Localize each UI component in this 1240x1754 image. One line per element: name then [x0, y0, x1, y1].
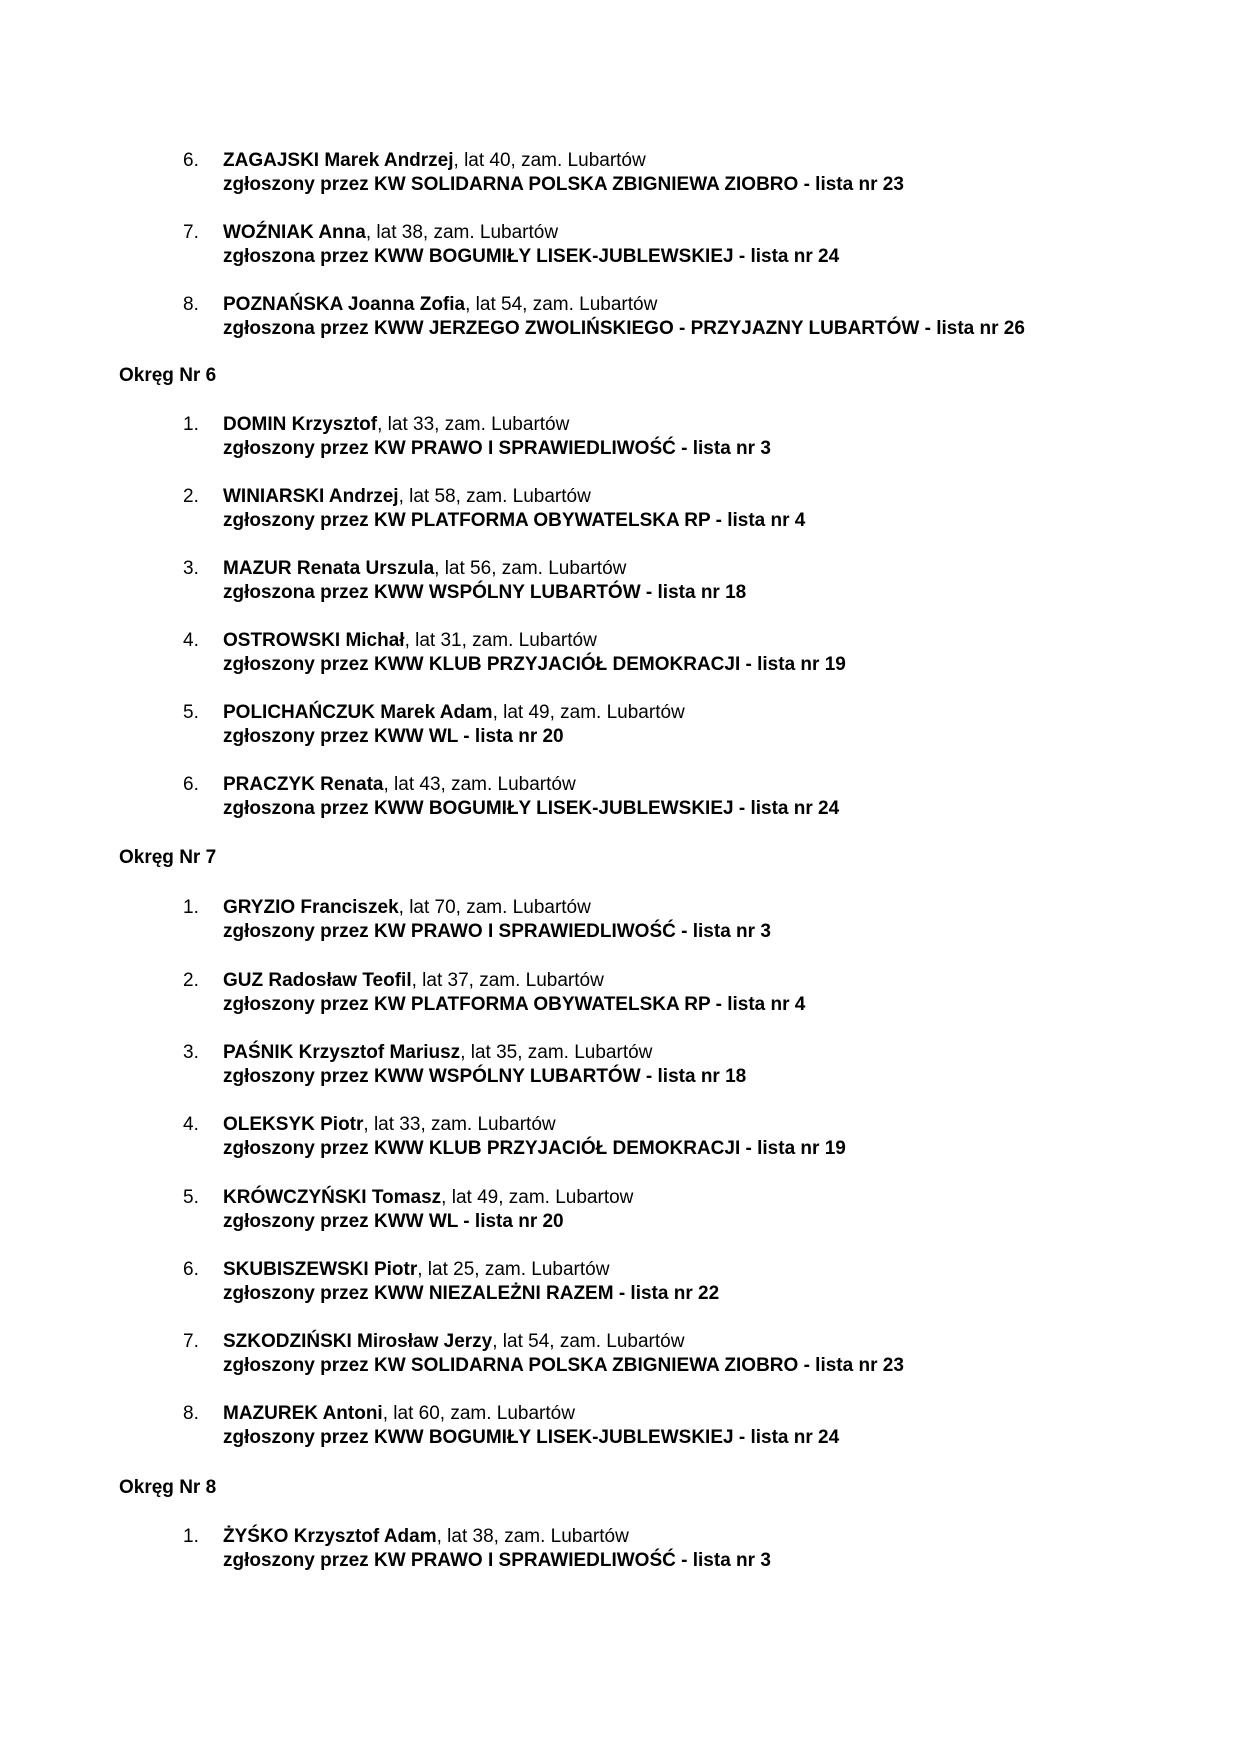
- nominated-by: zgłoszona przez: [223, 582, 374, 603]
- candidate-name: PAŚNIK Krzysztof Mariusz: [223, 1042, 461, 1063]
- candidate-details: , lat 40, zam. Lubartów: [453, 150, 646, 171]
- nominated-by: zgłoszony przez: [223, 1550, 374, 1571]
- candidate-number: 6.: [183, 150, 199, 171]
- candidate-details: , lat 56, zam. Lubartów: [434, 558, 627, 579]
- candidate-number: 8.: [183, 294, 199, 315]
- candidate-number: 4.: [183, 1114, 199, 1135]
- nominated-by: zgłoszony przez: [223, 921, 374, 942]
- nominated-by: zgłoszony przez: [223, 654, 374, 675]
- committee-name: KWW NIEZALEŻNI RAZEM - lista nr 22: [373, 1283, 720, 1304]
- candidate-name: POLICHAŃCZUK Marek Adam: [223, 702, 493, 723]
- committee-name: KW PRAWO I SPRAWIEDLIWOŚĆ - lista nr 3: [373, 438, 771, 459]
- nominated-by: zgłoszony przez: [223, 1211, 374, 1232]
- committee-name: KW PLATFORMA OBYWATELSKA RP - lista nr 4: [373, 510, 806, 531]
- candidate-number: 1.: [183, 1526, 199, 1547]
- nominated-by: zgłoszony przez: [223, 726, 374, 747]
- candidate-name: ZAGAJSKI Marek Andrzej: [223, 150, 454, 171]
- candidate-number: 8.: [183, 1403, 199, 1424]
- candidate-details: , lat 35, zam. Lubartów: [460, 1042, 653, 1063]
- candidate-details: , lat 54, zam. Lubartów: [492, 1331, 685, 1352]
- committee-name: KWW WSPÓLNY LUBARTÓW - lista nr 18: [373, 1066, 747, 1087]
- candidate-number: 7.: [183, 1331, 199, 1352]
- committee-name: KW PRAWO I SPRAWIEDLIWOŚĆ - lista nr 3: [373, 921, 771, 942]
- committee-name: KWW WL - lista nr 20: [373, 1211, 564, 1232]
- candidate-details: , lat 37, zam. Lubartów: [411, 970, 604, 991]
- candidate-details: , lat 49, zam. Lubartow: [441, 1187, 634, 1208]
- committee-name: KWW WSPÓLNY LUBARTÓW - lista nr 18: [373, 582, 747, 603]
- candidate-name: GRYZIO Franciszek: [223, 897, 399, 918]
- candidate-name: ŻYŚKO Krzysztof Adam: [223, 1526, 437, 1547]
- committee-name: KW PRAWO I SPRAWIEDLIWOŚĆ - lista nr 3: [373, 1550, 771, 1571]
- candidate-name: OLEKSYK Piotr: [223, 1114, 364, 1135]
- candidate-details: , lat 58, zam. Lubartów: [398, 486, 591, 507]
- candidate-details: , lat 54, zam. Lubartów: [465, 294, 658, 315]
- candidate-details: , lat 38, zam. Lubartów: [436, 1526, 629, 1547]
- candidate-details: , lat 25, zam. Lubartów: [417, 1259, 610, 1280]
- candidate-details: , lat 70, zam. Lubartów: [398, 897, 591, 918]
- committee-name: KWW BOGUMIŁY LISEK-JUBLEWSKIEJ - lista nr 24: [373, 798, 840, 819]
- candidate-name: GUZ Radosław Teofil: [223, 970, 412, 991]
- committee-name: KW SOLIDARNA POLSKA ZBIGNIEWA ZIOBRO - lista nr 23: [373, 174, 904, 195]
- committee-name: KWW JERZEGO ZWOLIŃSKIEGO - PRZYJAZNY LUBARTÓW - lista nr 26: [373, 318, 1025, 339]
- candidate-number: 7.: [183, 222, 199, 243]
- candidate-name: POZNAŃSKA Joanna Zofia: [223, 294, 466, 315]
- nominated-by: zgłoszony przez: [223, 438, 374, 459]
- nominated-by: zgłoszony przez: [223, 1427, 374, 1448]
- committee-name: KWW KLUB PRZYJACIÓŁ DEMOKRACJI - lista nr 19: [373, 654, 846, 675]
- candidate-number: 2.: [183, 970, 199, 991]
- candidate-name: WINIARSKI Andrzej: [223, 486, 399, 507]
- candidate-name: PRACZYK Renata: [223, 774, 384, 795]
- committee-name: KWW BOGUMIŁY LISEK-JUBLEWSKIEJ - lista nr 24: [373, 246, 840, 267]
- nominated-by: zgłoszony przez: [223, 1355, 374, 1376]
- nominated-by: zgłoszony przez: [223, 994, 374, 1015]
- nominated-by: zgłoszona przez: [223, 798, 374, 819]
- candidate-number: 1.: [183, 897, 199, 918]
- candidate-details: , lat 33, zam. Lubartów: [377, 414, 570, 435]
- candidate-details: , lat 38, zam. Lubartów: [365, 222, 559, 243]
- nominated-by: zgłoszony przez: [223, 1066, 374, 1087]
- candidate-number: 3.: [183, 558, 199, 579]
- candidate-name: KRÓWCZYŃSKI Tomasz: [223, 1187, 442, 1208]
- candidate-details: , lat 60, zam. Lubartów: [382, 1403, 575, 1424]
- candidate-number: 2.: [183, 486, 199, 507]
- nominated-by: zgłoszona przez: [223, 318, 374, 339]
- nominated-by: zgłoszony przez: [223, 510, 374, 531]
- candidate-number: 4.: [183, 630, 199, 651]
- candidate-details: , lat 49, zam. Lubartów: [492, 702, 685, 723]
- nominated-by: zgłoszona przez: [223, 246, 374, 267]
- district-heading: Okręg Nr 6: [119, 365, 217, 386]
- committee-name: KWW KLUB PRZYJACIÓŁ DEMOKRACJI - lista nr 19: [373, 1138, 846, 1159]
- nominated-by: zgłoszony przez: [223, 1138, 374, 1159]
- committee-name: KW SOLIDARNA POLSKA ZBIGNIEWA ZIOBRO - lista nr 23: [373, 1355, 904, 1376]
- candidate-details: , lat 31, zam. Lubartów: [404, 630, 597, 651]
- nominated-by: zgłoszony przez: [223, 1283, 374, 1304]
- nominated-by: zgłoszony przez: [223, 174, 374, 195]
- committee-name: KW PLATFORMA OBYWATELSKA RP - lista nr 4: [373, 994, 806, 1015]
- committee-name: KWW BOGUMIŁY LISEK-JUBLEWSKIEJ - lista nr 24: [373, 1427, 840, 1448]
- candidate-name: MAZUREK Antoni: [223, 1403, 383, 1424]
- committee-name: KWW WL - lista nr 20: [373, 726, 564, 747]
- candidate-number: 5.: [183, 1187, 199, 1208]
- candidate-number: 5.: [183, 702, 199, 723]
- candidate-number: 3.: [183, 1042, 199, 1063]
- candidate-name: SZKODZIŃSKI Mirosław Jerzy: [223, 1331, 493, 1352]
- candidate-number: 6.: [183, 1259, 199, 1280]
- candidate-details: , lat 33, zam. Lubartów: [363, 1114, 556, 1135]
- district-heading: Okręg Nr 8: [119, 1477, 217, 1498]
- candidate-name: DOMIN Krzysztof: [223, 414, 378, 435]
- candidate-name: SKUBISZEWSKI Piotr: [223, 1259, 418, 1280]
- candidate-number: 1.: [183, 414, 199, 435]
- candidate-name: MAZUR Renata Urszula: [223, 558, 435, 579]
- district-heading: Okręg Nr 7: [119, 847, 217, 868]
- candidate-number: 6.: [183, 774, 199, 795]
- candidate-name: WOŹNIAK Anna: [223, 222, 366, 243]
- candidate-name: OSTROWSKI Michał: [223, 630, 405, 651]
- candidate-details: , lat 43, zam. Lubartów: [383, 774, 576, 795]
